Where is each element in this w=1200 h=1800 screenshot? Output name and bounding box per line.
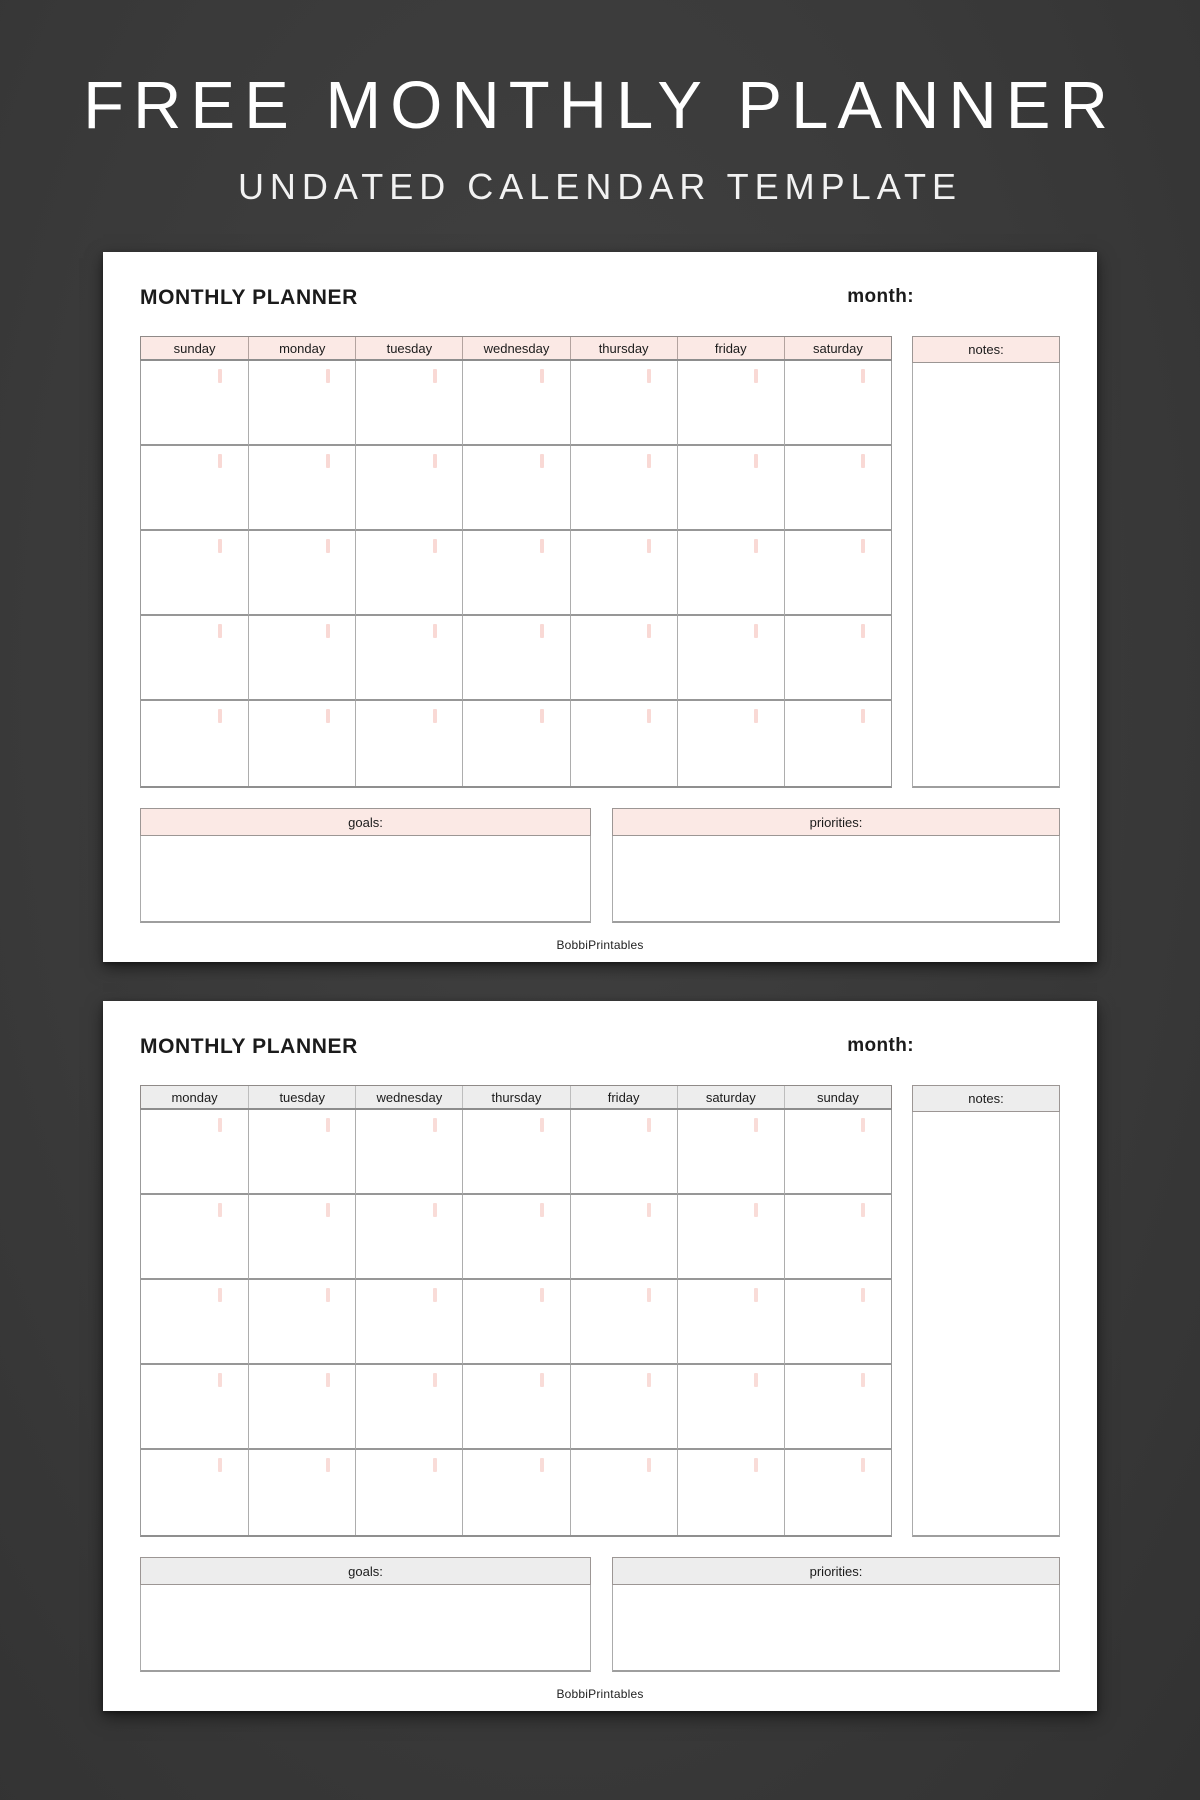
day-number-tick xyxy=(540,1203,544,1217)
banner-title: FREE MONTHLY PLANNER xyxy=(83,68,1117,143)
day-number-tick xyxy=(754,624,758,638)
day-number-tick xyxy=(433,454,437,468)
goals-writing-area xyxy=(140,836,591,923)
weekday-header-cell: sunday xyxy=(784,1086,891,1108)
calendar-day-cell xyxy=(784,446,891,531)
day-number-tick xyxy=(540,454,544,468)
calendar-day-cell xyxy=(355,1450,462,1535)
calendar-day-cell xyxy=(462,1280,569,1365)
day-number-tick xyxy=(754,709,758,723)
calendar-day-cell xyxy=(570,701,677,786)
day-number-tick xyxy=(540,1118,544,1132)
planner-heading: MONTHLY PLANNER xyxy=(140,286,358,309)
weekday-header-cell: sunday xyxy=(141,337,248,359)
calendar-day-cell xyxy=(677,1280,784,1365)
day-number-tick xyxy=(540,369,544,383)
calendar-day-cell xyxy=(570,1365,677,1450)
day-number-tick xyxy=(433,1373,437,1387)
calendar-area xyxy=(140,336,1060,788)
day-number-tick xyxy=(861,624,865,638)
priorities-header: priorities: xyxy=(612,808,1060,836)
day-number-tick xyxy=(647,369,651,383)
calendar-day-cell xyxy=(355,446,462,531)
calendar-day-cell xyxy=(570,531,677,616)
goals-priorities-row xyxy=(140,808,1060,923)
day-number-tick xyxy=(540,624,544,638)
weekday-header-cell: tuesday xyxy=(248,1086,355,1108)
priorities-panel xyxy=(612,808,1060,923)
calendar-day-cell xyxy=(248,1450,355,1535)
day-number-tick xyxy=(754,1288,758,1302)
calendar-day-cell xyxy=(248,1195,355,1280)
calendar-day-cell xyxy=(141,1365,248,1450)
day-number-tick xyxy=(326,1288,330,1302)
goals-panel xyxy=(140,808,591,923)
day-number-tick xyxy=(433,709,437,723)
day-number-tick xyxy=(540,1458,544,1472)
calendar-day-cell xyxy=(355,1110,462,1195)
calendar-day-cell xyxy=(677,1365,784,1450)
day-number-tick xyxy=(647,709,651,723)
day-number-tick xyxy=(540,539,544,553)
day-number-tick xyxy=(647,1288,651,1302)
weekday-header-cell: wednesday xyxy=(355,1086,462,1108)
day-number-tick xyxy=(218,539,222,553)
day-number-tick xyxy=(540,1373,544,1387)
calendar-day-cell xyxy=(677,1110,784,1195)
calendar-day-cell xyxy=(248,361,355,446)
calendar-day-cell xyxy=(141,1110,248,1195)
day-number-tick xyxy=(218,369,222,383)
day-number-tick xyxy=(218,709,222,723)
credit-text: BobbiPrintables xyxy=(556,1687,644,1701)
goals-priorities-row xyxy=(140,1557,1060,1672)
calendar-day-cell xyxy=(462,701,569,786)
calendar-day-cell xyxy=(462,531,569,616)
calendar-day-cell xyxy=(141,446,248,531)
calendar-day-cell xyxy=(784,701,891,786)
weekday-header-cell: saturday xyxy=(677,1086,784,1108)
calendar-day-cell xyxy=(677,446,784,531)
calendar-day-cell xyxy=(141,1280,248,1365)
notes-header: notes: xyxy=(912,336,1060,363)
calendar-day-cell xyxy=(462,1450,569,1535)
page-header xyxy=(140,252,1060,336)
day-number-tick xyxy=(218,1288,222,1302)
notes-header: notes: xyxy=(912,1085,1060,1112)
priorities-header: priorities: xyxy=(612,1557,1060,1585)
day-number-tick xyxy=(647,1203,651,1217)
calendar-day-cell xyxy=(462,616,569,701)
day-number-tick xyxy=(326,1373,330,1387)
weekday-header-cell: friday xyxy=(677,337,784,359)
goals-header: goals: xyxy=(140,1557,591,1585)
calendar-day-cell xyxy=(784,1450,891,1535)
page-header xyxy=(140,1001,1060,1085)
notes-writing-area xyxy=(912,1112,1060,1537)
day-number-tick xyxy=(861,369,865,383)
calendar-day-cell xyxy=(570,1195,677,1280)
calendar-day-cell xyxy=(462,1365,569,1450)
month-label: month: xyxy=(847,286,914,307)
calendar-day-cell xyxy=(355,1365,462,1450)
day-number-tick xyxy=(647,539,651,553)
calendar-day-cell xyxy=(570,1110,677,1195)
day-number-tick xyxy=(433,1458,437,1472)
day-number-tick xyxy=(861,1288,865,1302)
day-number-tick xyxy=(647,624,651,638)
calendar-day-cell xyxy=(355,1195,462,1280)
weekday-header-cell: thursday xyxy=(570,337,677,359)
day-number-tick xyxy=(861,454,865,468)
day-number-tick xyxy=(754,454,758,468)
calendar-day-cell xyxy=(248,1365,355,1450)
calendar-day-cell xyxy=(784,1195,891,1280)
day-number-tick xyxy=(861,1118,865,1132)
day-number-tick xyxy=(433,1118,437,1132)
credit-text: BobbiPrintables xyxy=(556,938,644,952)
day-number-tick xyxy=(647,1373,651,1387)
calendar-day-cell xyxy=(677,531,784,616)
day-number-tick xyxy=(218,1203,222,1217)
day-number-tick xyxy=(647,1458,651,1472)
day-number-tick xyxy=(433,369,437,383)
goals-header: goals: xyxy=(140,808,591,836)
weekday-header-cell: monday xyxy=(248,337,355,359)
day-number-tick xyxy=(647,1118,651,1132)
calendar-day-cell xyxy=(248,1280,355,1365)
day-number-tick xyxy=(861,539,865,553)
calendar-day-cell xyxy=(355,361,462,446)
priorities-writing-area xyxy=(612,836,1060,923)
calendar-day-cell xyxy=(462,1110,569,1195)
day-number-tick xyxy=(754,1458,758,1472)
day-number-tick xyxy=(218,1458,222,1472)
calendar-day-cell xyxy=(248,531,355,616)
priorities-writing-area xyxy=(612,1585,1060,1672)
calendar-day-cell xyxy=(784,361,891,446)
day-number-tick xyxy=(326,1203,330,1217)
day-number-tick xyxy=(326,624,330,638)
priorities-panel xyxy=(612,1557,1060,1672)
day-number-tick xyxy=(861,1203,865,1217)
goals-writing-area xyxy=(140,1585,591,1672)
weekday-header-cell: thursday xyxy=(462,1086,569,1108)
weekday-header-cell: saturday xyxy=(784,337,891,359)
day-number-tick xyxy=(433,624,437,638)
calendar-day-cell xyxy=(462,361,569,446)
calendar-day-cell xyxy=(677,1450,784,1535)
banner-subtitle: UNDATED CALENDAR TEMPLATE xyxy=(237,166,963,207)
calendar-day-cell xyxy=(677,1195,784,1280)
day-number-tick xyxy=(218,454,222,468)
day-number-tick xyxy=(326,709,330,723)
calendar-day-cell xyxy=(355,616,462,701)
day-number-tick xyxy=(754,369,758,383)
calendar-day-cell xyxy=(784,1365,891,1450)
calendar-table xyxy=(140,1085,892,1537)
calendar-day-cell xyxy=(141,616,248,701)
planner-heading: MONTHLY PLANNER xyxy=(140,1035,358,1058)
calendar-day-cell xyxy=(248,446,355,531)
calendar-area xyxy=(140,1085,1060,1537)
calendar-table xyxy=(140,336,892,788)
day-number-tick xyxy=(326,1458,330,1472)
day-number-tick xyxy=(218,1118,222,1132)
day-number-tick xyxy=(861,1373,865,1387)
day-number-tick xyxy=(754,1118,758,1132)
notes-writing-area xyxy=(912,363,1060,788)
calendar-day-cell xyxy=(570,446,677,531)
day-number-tick xyxy=(326,539,330,553)
day-number-tick xyxy=(540,1288,544,1302)
month-label: month: xyxy=(847,1035,914,1056)
calendar-day-cell xyxy=(355,531,462,616)
day-number-tick xyxy=(218,1373,222,1387)
notes-panel xyxy=(912,1085,1060,1537)
calendar-day-cell xyxy=(784,616,891,701)
calendar-day-cell xyxy=(462,446,569,531)
day-number-tick xyxy=(647,454,651,468)
calendar-day-cell xyxy=(141,361,248,446)
calendar-day-cell xyxy=(141,1195,248,1280)
weekday-header-row xyxy=(140,336,892,361)
calendar-grid xyxy=(140,1110,892,1537)
calendar-day-cell xyxy=(784,1280,891,1365)
calendar-day-cell xyxy=(677,701,784,786)
calendar-day-cell xyxy=(570,361,677,446)
calendar-day-cell xyxy=(355,701,462,786)
day-number-tick xyxy=(754,539,758,553)
planner-page-monday-start xyxy=(103,1001,1097,1711)
weekday-header-cell: tuesday xyxy=(355,337,462,359)
day-number-tick xyxy=(218,624,222,638)
calendar-day-cell xyxy=(570,1280,677,1365)
day-number-tick xyxy=(326,1118,330,1132)
day-number-tick xyxy=(433,1288,437,1302)
day-number-tick xyxy=(326,369,330,383)
calendar-day-cell xyxy=(677,361,784,446)
day-number-tick xyxy=(433,1203,437,1217)
calendar-day-cell xyxy=(248,1110,355,1195)
day-number-tick xyxy=(754,1373,758,1387)
weekday-header-cell: wednesday xyxy=(462,337,569,359)
calendar-day-cell xyxy=(141,531,248,616)
calendar-day-cell xyxy=(462,1195,569,1280)
calendar-day-cell xyxy=(570,616,677,701)
day-number-tick xyxy=(433,539,437,553)
day-number-tick xyxy=(326,454,330,468)
banner xyxy=(0,0,1200,205)
calendar-grid xyxy=(140,361,892,788)
planner-page-sunday-start xyxy=(103,252,1097,962)
weekday-header-cell: friday xyxy=(570,1086,677,1108)
calendar-day-cell xyxy=(141,1450,248,1535)
day-number-tick xyxy=(540,709,544,723)
calendar-day-cell xyxy=(248,616,355,701)
calendar-day-cell xyxy=(570,1450,677,1535)
day-number-tick xyxy=(861,1458,865,1472)
calendar-day-cell xyxy=(784,531,891,616)
calendar-day-cell xyxy=(355,1280,462,1365)
calendar-day-cell xyxy=(784,1110,891,1195)
goals-panel xyxy=(140,1557,591,1672)
weekday-header-row xyxy=(140,1085,892,1110)
weekday-header-cell: monday xyxy=(141,1086,248,1108)
notes-panel xyxy=(912,336,1060,788)
day-number-tick xyxy=(861,709,865,723)
calendar-day-cell xyxy=(248,701,355,786)
calendar-day-cell xyxy=(141,701,248,786)
calendar-day-cell xyxy=(677,616,784,701)
day-number-tick xyxy=(754,1203,758,1217)
